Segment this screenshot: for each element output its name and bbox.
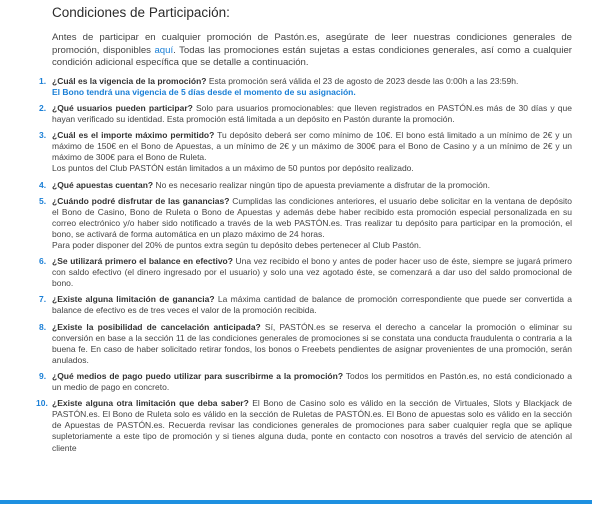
intro-text-after: . Todas las promociones están sujetas a estas condiciones generales, así como a cualquier condición adicional específica que se detalle a continuación.: [52, 44, 572, 69]
faq-list: [36, 75, 572, 454]
item-number: 7.: [39, 294, 47, 305]
item-number: 9.: [39, 370, 47, 381]
faq-item-9: [39, 370, 572, 393]
validity-highlight: El Bono tendrá una vigencia de 5 días desde el momento de su asignación.: [52, 86, 356, 97]
faq-answer: Sí, PASTÓN.es se reserva el derecho a cancelar la promoción o eliminar su conversión en base a la sección 11 de las condiciones generales de promociones si se constata una conducta fraudulenta o contraria a la buena fe. En caso de haber solicitado retirar fondos, los bonos o Freebets pendientes de asignar provenientes de una promoción, serán anulados.: [52, 321, 572, 365]
faq-question: ¿Qué medios de pago puedo utilizar para suscribirme a la promoción?: [52, 370, 344, 381]
faq-question: ¿Existe alguna limitación de ganancia?: [52, 294, 215, 305]
faq-item-10: [36, 398, 572, 453]
faq-extra: Para poder disponer del 20% de puntos extra según tu depósito debes pertenecer al Club Pastón.: [52, 240, 422, 250]
faq-item-7: [39, 294, 572, 316]
item-number: 1.: [39, 75, 47, 86]
faq-extra: Los puntos del Club PASTÓN están limitados a un máximo de 50 puntos por depósito realizado.: [52, 163, 414, 174]
faq-item-3: [39, 130, 572, 174]
faq-question: ¿Existe la posibilidad de cancelación anticipada?: [52, 321, 261, 332]
item-number: 4.: [39, 179, 47, 190]
faq-answer: No es necesario realizar ningún tipo de apuesta previamente a disfrutar de la promoción.: [153, 179, 490, 190]
faq-item-8: [39, 321, 572, 366]
faq-answer: Una vez recibido el bono y antes de poder hacer uso de éste, siempre se jugará primero con saldo efectivo (el dinero ingresado por el usuario) y solo una vez agotado éste, se comenzará a dar uso del saldo promocional de bono.: [52, 256, 572, 289]
intro-text-before: Antes de participar en cualquier promoción de Pastón.es, asegúrate de leer nuestras condiciones generales de promoción, disponibles: [52, 32, 572, 56]
item-number: 5.: [39, 195, 47, 206]
item-number: 6.: [39, 256, 47, 267]
intro-paragraph: [52, 32, 572, 70]
faq-item-6: [39, 256, 572, 289]
faq-answer: Esta promoción será válida el 23 de agosto de 2023 desde las 0:00h a las 23:59h.: [206, 75, 519, 86]
item-number: 3.: [39, 130, 47, 141]
general-conditions-link[interactable]: aquí: [154, 44, 174, 56]
faq-item-5: [39, 195, 572, 251]
faq-answer: Solo para usuarios promocionables: que lleven registrados en PASTÓN.es más de 30 días y que hayan verificado su identidad. Esta promoción está limitada a un depósito en Pastón durante la promoción.: [52, 102, 572, 125]
faq-question: ¿Existe alguna otra limitación que deba saber?: [52, 398, 249, 409]
faq-answer: Todos los permitidos en Pastón.es, no está condicionado a un medio de pago en concreto.: [52, 370, 572, 393]
faq-answer: Tu depósito deberá ser como mínimo de 10€. El bono está limitado a un mínimo de 2€ y un máximo de 150€ en el Bono de Apuestas, a un mínimo de 2€ y un máximo de 300€ para el Bono de Casino y a un mínimo de 2€ y un máximo de 300€ para el Bono de Ruleta.: [52, 130, 572, 163]
faq-question: ¿Cuál es la vigencia de la promoción?: [52, 75, 207, 86]
item-number: 2.: [39, 102, 47, 113]
faq-question: ¿Se utilizará primero el balance en efectivo?: [52, 256, 233, 267]
faq-item-4: [39, 179, 572, 191]
faq-question: ¿Cuál es el importe máximo permitido?: [52, 130, 215, 141]
item-number: 10.: [36, 398, 48, 409]
faq-item-2: [39, 102, 572, 125]
conditions-section: [36, 4, 572, 459]
faq-question: ¿Cuándo podré disfrutar de las ganancias?: [52, 195, 230, 206]
faq-question: ¿Qué apuestas cuentan?: [52, 179, 154, 190]
item-number: 8.: [39, 321, 47, 332]
faq-answer: Cumplidas las condiciones anteriores, el usuario debe solicitar en la ventana de depósito el Bono de Casino, Bono de Ruleta o Bono de Apuestas y además debe haber recibido esta promoción especial personalizada en su correo electrónico y/o haber sido notificado a través de la web PASTÓN.es. Tras realizar tu depósito para participar en la promoción, el bono, se activará de forma automática en un plazo máximo de 24 horas.: [52, 195, 572, 239]
section-title: Condiciones de Participación:: [52, 5, 230, 20]
bottom-accent-bar: [0, 500, 592, 504]
faq-item-1: [39, 75, 572, 98]
faq-answer: La máxima cantidad de balance de promoción correspondiente que puede ser convertida a balance de efectivo es de tres veces el valor de la promoción recibida.: [52, 294, 572, 316]
faq-answer: El Bono de Casino solo es válido en la sección de Virtuales, Slots y Blackjack de PASTÓN.es. El Bono de Ruleta solo es válido en la sección de Ruletas de PASTÓN.es. El Bono de apuestas solo es válido en la sección de Apuestas de PASTÓN.es. Recuerda revisar las condiciones generales de promociones para saber cualquier regla que se aplique supletoriamente a este tipo de promoción y si tienes alguna duda, ponte en contacto con nosotros a través del servicio de atención al cliente: [52, 398, 572, 453]
faq-question: ¿Qué usuarios pueden participar?: [52, 102, 193, 113]
